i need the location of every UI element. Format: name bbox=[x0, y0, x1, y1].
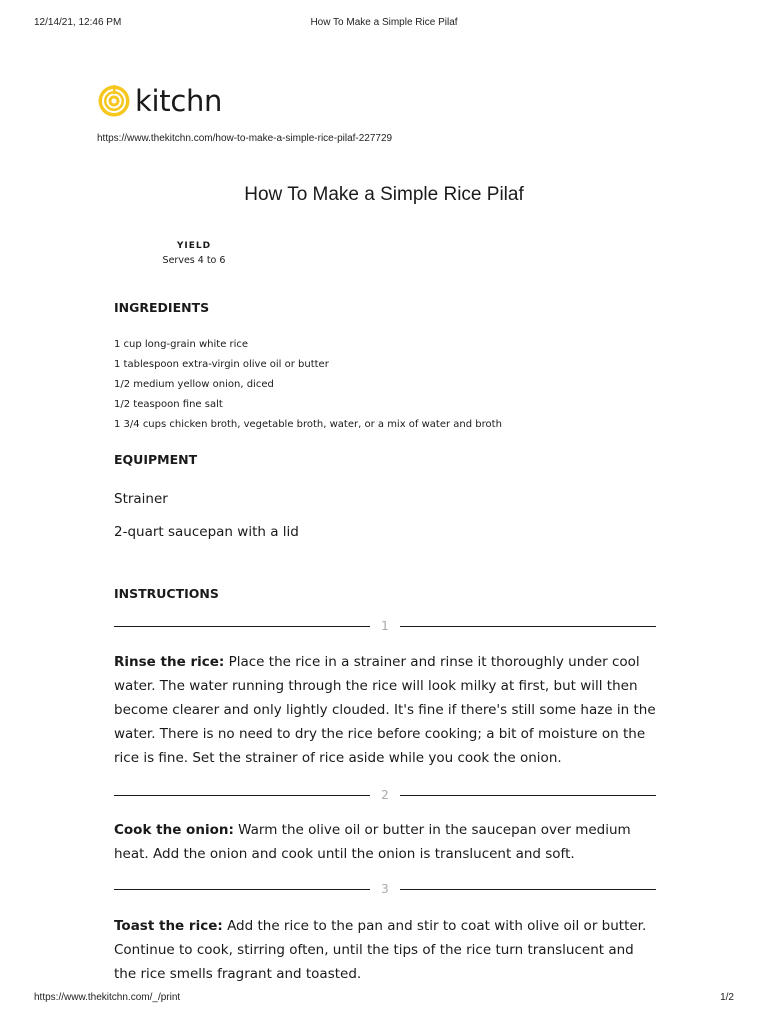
equipment-list bbox=[114, 489, 299, 555]
equipment-heading: EQUIPMENT bbox=[114, 452, 198, 467]
divider-line bbox=[114, 626, 370, 627]
print-page-number: 1/2 bbox=[720, 992, 734, 1003]
ingredients-heading: INGREDIENTS bbox=[114, 300, 210, 315]
ingredient-item: 1 cup long-grain white rice bbox=[114, 339, 249, 350]
step-description: Add the rice to the pan and stir to coat with olive oil or butter. Continue to cook, stirring often, until the tips of the rice turn translucent and the rice smells fragrant and toasted. bbox=[114, 918, 647, 982]
yield-value: Serves 4 to 6 bbox=[162, 255, 226, 266]
step-description: Place the rice in a strainer and rinse it thoroughly under cool water. The water running through the rice will look milky at first, but will then become clearer and only lightly clouded. It's fine if there's still some haze in the water. There is no need to dry the rice before cooking; a bit of moisture on the rice is fine. Set the strainer of rice aside while you cook the onion. bbox=[114, 654, 656, 766]
step-number: 1 bbox=[381, 619, 389, 633]
ingredient-item: 1 3/4 cups chicken broth, vegetable broth, water, or a mix of water and broth bbox=[114, 419, 502, 430]
print-doc-title: How To Make a Simple Rice Pilaf bbox=[310, 17, 458, 28]
source-url[interactable]: https://www.thekitchn.com/how-to-make-a-simple-rice-pilaf-227729 bbox=[97, 133, 393, 144]
step-lead: Toast the rice: bbox=[114, 918, 223, 934]
step-lead: Cook the onion: bbox=[114, 822, 234, 838]
spiral-logo-icon bbox=[97, 84, 131, 118]
equipment-item: 2-quart saucepan with a lid bbox=[114, 524, 299, 540]
kitchn-logo[interactable] bbox=[97, 84, 222, 118]
divider-line bbox=[400, 795, 656, 796]
divider-line bbox=[400, 626, 656, 627]
print-footer-url: https://www.thekitchn.com/_/print bbox=[34, 992, 181, 1003]
logo-wordmark: kitchn bbox=[135, 84, 223, 118]
step-divider bbox=[114, 881, 656, 897]
step-text bbox=[114, 914, 656, 986]
step-text bbox=[114, 650, 656, 770]
ingredient-item: 1/2 medium yellow onion, diced bbox=[114, 379, 274, 390]
ingredients-list bbox=[114, 337, 502, 437]
step-text bbox=[114, 818, 656, 866]
divider-line bbox=[114, 795, 370, 796]
ingredient-item: 1/2 teaspoon fine salt bbox=[114, 399, 223, 410]
step-description: Warm the olive oil or butter in the saucepan over medium heat. Add the onion and cook until the onion is translucent and soft. bbox=[114, 822, 631, 862]
recipe-title: How To Make a Simple Rice Pilaf bbox=[244, 184, 524, 205]
step-divider bbox=[114, 787, 656, 803]
equipment-item: Strainer bbox=[114, 491, 168, 507]
step-number: 3 bbox=[381, 882, 389, 896]
ingredient-item: 1 tablespoon extra-virgin olive oil or butter bbox=[114, 359, 329, 370]
step-lead: Rinse the rice: bbox=[114, 654, 225, 670]
yield-label: YIELD bbox=[176, 241, 212, 251]
divider-line bbox=[400, 889, 656, 890]
yield-block bbox=[140, 241, 248, 266]
print-datetime: 12/14/21, 12:46 PM bbox=[34, 17, 122, 28]
step-divider bbox=[114, 618, 656, 634]
divider-line bbox=[114, 889, 370, 890]
step-number: 2 bbox=[381, 788, 389, 802]
instructions-heading: INSTRUCTIONS bbox=[114, 586, 219, 601]
